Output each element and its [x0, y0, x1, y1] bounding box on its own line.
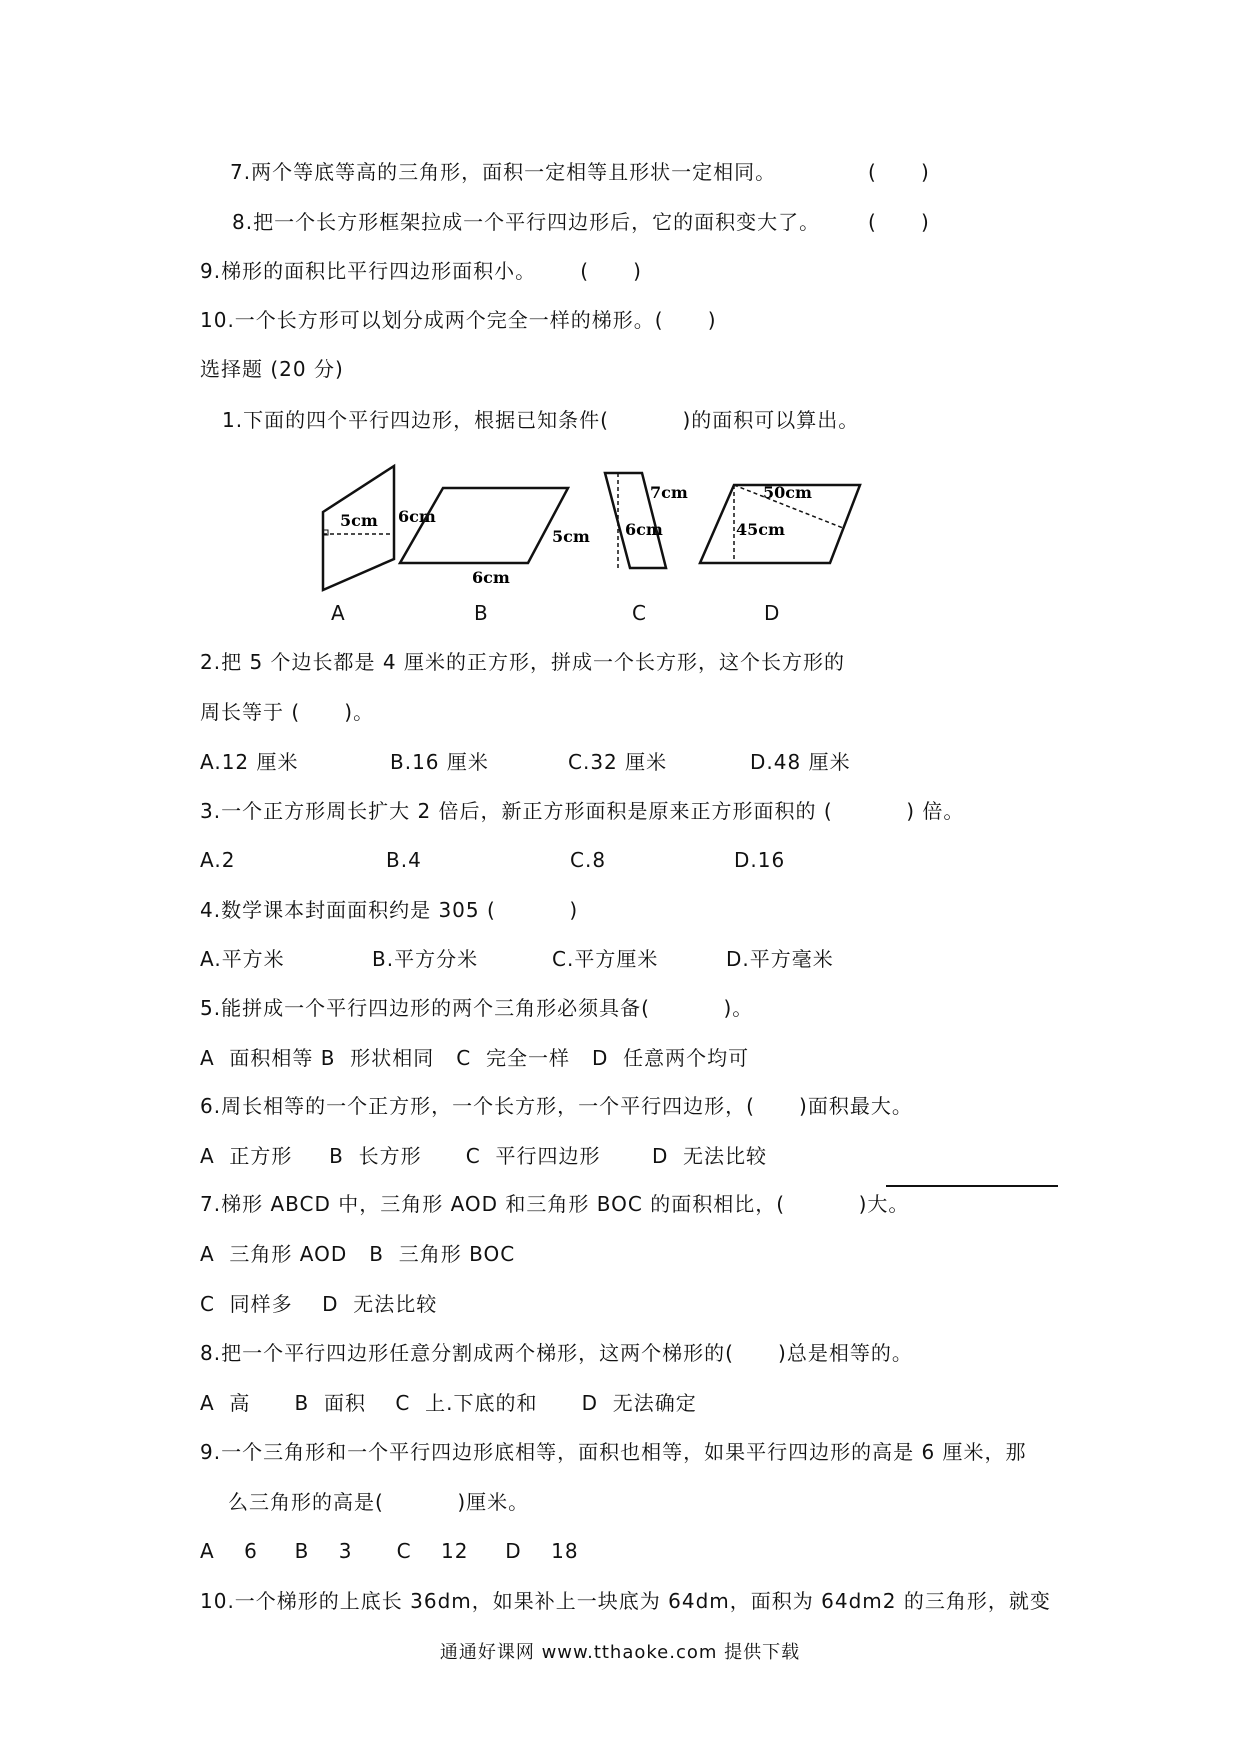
figure-a-side-label: 6cm — [398, 507, 436, 526]
choice-q5: 5.能拼成一个平行四边形的两个三角形必须具备( )。 — [200, 996, 754, 1020]
figure-c-side-label: 7cm — [650, 483, 688, 502]
figure-b-base-label: 6cm — [472, 568, 510, 587]
q4-option-a[interactable]: A.平方米 — [200, 947, 285, 971]
q3-option-c[interactable]: C.8 — [570, 848, 607, 872]
figure-c — [605, 473, 688, 568]
q2-option-a[interactable]: A.12 厘米 — [200, 750, 299, 774]
choice-q1: 1.下面的四个平行四边形，根据已知条件( )的面积可以算出。 — [222, 408, 860, 432]
judgement-q7-answer-blank[interactable]: ( ) — [868, 160, 930, 184]
figure-c-letter: C — [632, 601, 646, 625]
q9-options[interactable]: A 6 B 3 C 12 D 18 — [200, 1539, 579, 1563]
figure-c-height-label: 6cm — [625, 520, 663, 539]
q2-option-c[interactable]: C.32 厘米 — [568, 750, 668, 774]
q7-options-line1[interactable]: A 三角形 AOD B 三角形 BOC — [200, 1242, 516, 1266]
q7-options-line2[interactable]: C 同样多 D 无法比较 — [200, 1292, 438, 1316]
q2-option-d[interactable]: D.48 厘米 — [750, 750, 851, 774]
figure-a-base-label: 5cm — [340, 511, 378, 530]
choice-q2-line1: 2.把 5 个边长都是 4 厘米的正方形，拼成一个长方形，这个长方形的 — [200, 650, 845, 674]
choice-q4: 4.数学课本封面面积约是 305 ( ) — [200, 898, 579, 922]
choice-q7: 7.梯形 ABCD 中，三角形 AOD 和三角形 BOC 的面积相比，( )大。 — [200, 1192, 910, 1216]
choice-q8: 8.把一个平行四边形任意分割成两个梯形，这两个梯形的( )总是相等的。 — [200, 1341, 913, 1365]
judgement-q8-answer-blank[interactable]: ( ) — [868, 210, 930, 234]
judgement-q7: 7.两个等底等高的三角形，面积一定相等且形状一定相同。 — [230, 160, 777, 184]
judgement-q9: 9.梯形的面积比平行四边形面积小。 ( ) — [200, 259, 642, 283]
judgement-q10: 10.一个长方形可以划分成两个完全一样的梯形。( ) — [200, 308, 717, 332]
page-footer: 通通好课网 www.tthaoke.com 提供下载 — [439, 1642, 801, 1663]
figure-d — [700, 483, 860, 563]
parallelogram-figures — [300, 460, 900, 640]
choice-q6: 6.周长相等的一个正方形，一个长方形，一个平行四边形，( )面积最大。 — [200, 1094, 913, 1118]
answer-rule-line — [886, 1185, 1058, 1187]
judgement-q8: 8.把一个长方形框架拉成一个平行四边形后，它的面积变大了。 — [232, 210, 821, 234]
figure-a-letter: A — [331, 601, 345, 625]
section-title: 选择题 (20 分) — [200, 357, 344, 381]
q3-option-a[interactable]: A.2 — [200, 848, 236, 872]
choice-q3: 3.一个正方形周长扩大 2 倍后，新正方形面积是原来正方形面积的 ( ) 倍。 — [200, 799, 965, 823]
q2-option-b[interactable]: B.16 厘米 — [390, 750, 489, 774]
figure-d-height-label: 45cm — [736, 520, 785, 539]
figure-d-letter: D — [764, 601, 780, 625]
choice-q2-line2: 周长等于 ( )。 — [200, 700, 375, 724]
q4-option-b[interactable]: B.平方分米 — [372, 947, 479, 971]
q3-option-b[interactable]: B.4 — [386, 848, 422, 872]
figure-b — [400, 488, 590, 587]
q8-options[interactable]: A 高 B 面积 C 上.下底的和 D 无法确定 — [200, 1391, 697, 1415]
choice-q10: 10.一个梯形的上底长 36dm，如果补上一块底为 64dm，面积为 64dm2 的三角形，就变 — [200, 1589, 1051, 1613]
figure-b-letter: B — [474, 601, 488, 625]
q3-option-d[interactable]: D.16 — [734, 848, 786, 872]
figure-b-side-label: 5cm — [552, 527, 590, 546]
q5-options[interactable]: A 面积相等 B 形状相同 C 完全一样 D 任意两个均可 — [200, 1046, 750, 1070]
choice-q9-line2: 么三角形的高是( )厘米。 — [228, 1490, 530, 1514]
q4-option-c[interactable]: C.平方厘米 — [552, 947, 659, 971]
q4-option-d[interactable]: D.平方毫米 — [726, 947, 834, 971]
choice-q9-line1: 9.一个三角形和一个平行四边形底相等，面积也相等，如果平行四边形的高是 6 厘米，那 — [200, 1440, 1027, 1464]
figure-d-side-label: 50cm — [763, 483, 812, 502]
q6-options[interactable]: A 正方形 B 长方形 C 平行四边形 D 无法比较 — [200, 1144, 768, 1168]
